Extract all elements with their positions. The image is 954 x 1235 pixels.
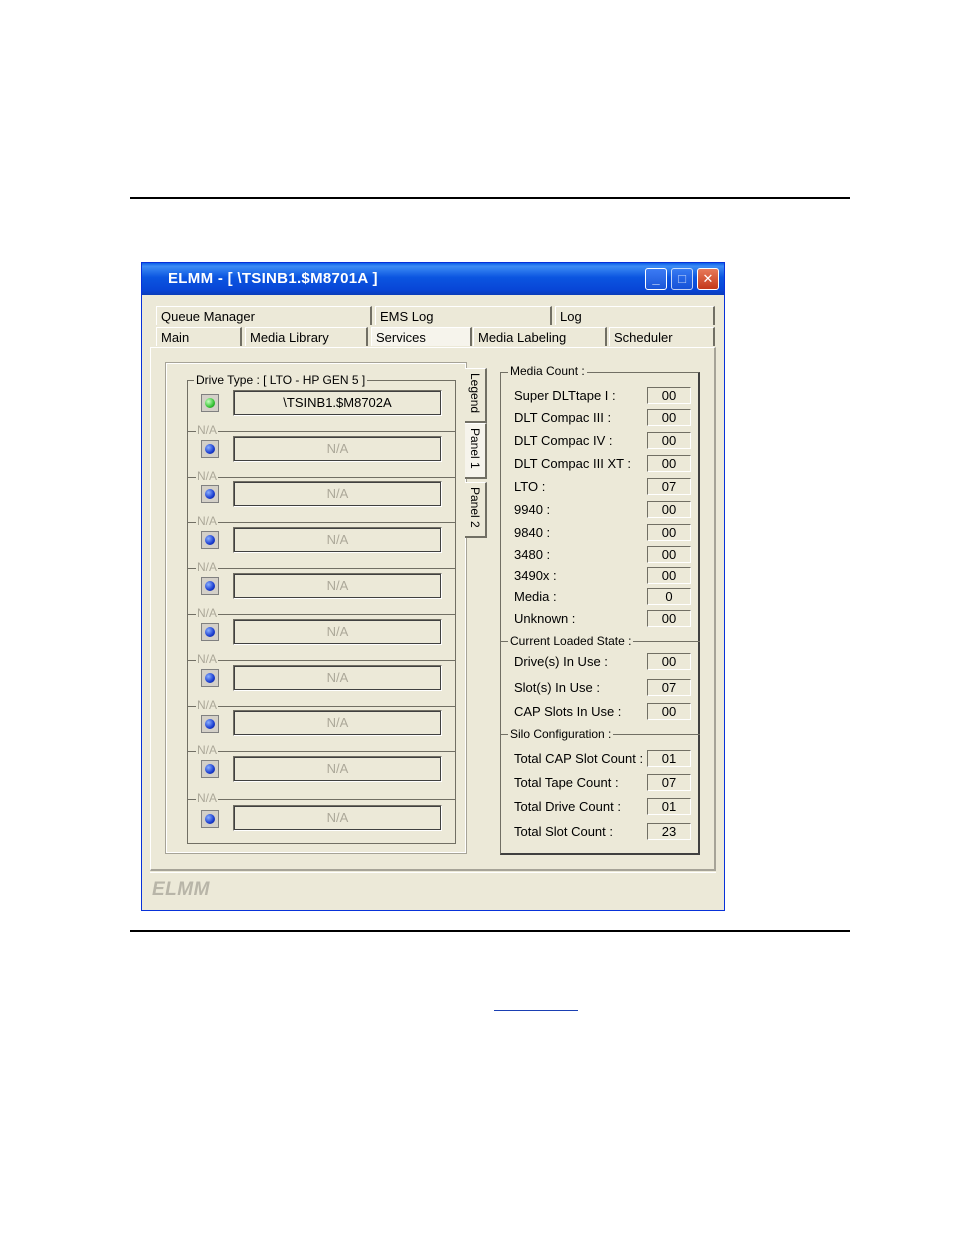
loaded-state-value: 00 [647,653,691,670]
silo-config-label: Silo Configuration : [510,727,612,741]
minimize-icon[interactable]: _ [645,268,667,290]
tab-scheduler[interactable]: Scheduler [609,327,715,346]
side-tab-legend[interactable] [465,368,487,423]
media-count-label: Media Count : [510,364,585,378]
drive-separator [187,751,456,752]
silo-config-value: 01 [647,750,691,767]
media-count-value: 00 [647,567,691,584]
drive-separator [187,660,456,661]
loaded-state-item-label: Drive(s) In Use : [514,654,608,669]
top-divider [130,197,850,199]
media-count-item-label: Media : [514,589,557,604]
media-count-value: 00 [647,455,691,472]
status-bar [150,872,716,873]
media-count-value: 0 [647,588,691,605]
media-count-value: 00 [647,546,691,563]
side-tab-panel-2[interactable] [465,482,487,538]
silo-config-value: 23 [647,823,691,840]
side-tab-legend-label: Legend [468,373,482,414]
media-count-item-label: DLT Compac III XT : [514,456,632,471]
window-title: ELMM - [ \TSINB1.$M8701A ] [168,270,378,287]
drive-status-led [201,760,219,778]
tab-media-library[interactable]: Media Library [245,327,368,346]
silo-config-item-label: Total Tape Count : [514,775,619,790]
drive-status-led [201,440,219,458]
tab-queue-manager[interactable]: Queue Manager [156,306,372,325]
tab-row-lower [142,327,724,347]
drive-na-label: N/A [197,743,218,757]
drive-na-label: N/A [197,514,218,528]
media-count-value: 00 [647,387,691,404]
drive-status-led [201,531,219,549]
tab-log[interactable]: Log [555,306,715,325]
elmm-window [141,262,725,911]
drive-separator [187,706,456,707]
drive-na-label: N/A [197,469,218,483]
drive-separator [187,799,456,800]
loaded-state-label: Current Loaded State : [510,634,632,648]
maximize-icon[interactable]: □ [671,268,693,290]
media-count-item-label: 3480 : [514,547,551,562]
drive-separator [187,568,456,569]
drive-slot[interactable]: N/A [233,527,442,553]
drive-status-led [201,394,219,412]
drive-status-led [201,485,219,503]
tab-media-labeling[interactable]: Media Labeling [473,327,607,346]
tab-ems-log[interactable]: EMS Log [375,306,552,325]
drive-slot[interactable]: N/A [233,436,442,462]
title-bar[interactable] [142,263,724,295]
media-count-item-label: LTO : [514,479,546,494]
media-count-value: 00 [647,524,691,541]
drive-status-led [201,715,219,733]
drive-na-label: N/A [197,791,218,805]
drive-status-led [201,577,219,595]
tab-row-upper [142,306,724,326]
media-count-value: 00 [647,409,691,426]
elmm-status-logo: ELMM [152,879,210,900]
drive-status-led [201,810,219,828]
media-count-item-label: 9940 : [514,502,551,517]
drive-status-led [201,623,219,641]
media-count-value: 00 [647,501,691,518]
close-icon[interactable]: ✕ [697,268,719,290]
drive-slot[interactable]: N/A [233,756,442,782]
drive-separator [187,477,456,478]
drive-slot[interactable]: N/A [233,710,442,736]
drive-na-label: N/A [197,560,218,574]
drive-slot[interactable]: N/A [233,481,442,507]
media-count-item-label: DLT Compac III : [514,410,612,425]
drive-slot[interactable]: \TSINB1.$M8702A [233,390,442,416]
drive-separator [187,614,456,615]
silo-config-item-label: Total Drive Count : [514,799,621,814]
loaded-state-value: 07 [647,679,691,696]
loaded-state-item-label: Slot(s) In Use : [514,680,600,695]
side-tab-panel-1-label: Panel 1 [468,428,482,469]
media-count-value: 00 [647,610,691,627]
media-count-item-label: 9840 : [514,525,551,540]
media-count-value: 00 [647,432,691,449]
drive-separator [187,522,456,523]
silo-config-item-label: Total CAP Slot Count : [514,751,644,766]
side-tab-panel-2-label: Panel 2 [468,487,482,528]
drive-status-led [201,669,219,687]
drive-slot[interactable]: N/A [233,619,442,645]
bottom-divider [130,930,850,932]
drive-na-label: N/A [197,652,218,666]
drive-na-label: N/A [197,698,218,712]
side-tab-panel-1[interactable] [465,423,487,479]
media-count-item-label: Unknown : [514,611,576,626]
drive-slot[interactable]: N/A [233,665,442,691]
media-count-value: 07 [647,478,691,495]
drive-slot[interactable]: N/A [233,805,442,831]
drive-type-label: Drive Type : [ LTO - HP GEN 5 ] [196,373,366,387]
loaded-state-value: 00 [647,703,691,720]
tab-services[interactable]: Services [371,327,472,346]
hyperlink-underline[interactable] [494,1010,578,1011]
media-count-item-label: 3490x : [514,568,557,583]
drive-slot[interactable]: N/A [233,573,442,599]
drive-na-label: N/A [197,606,218,620]
media-count-item-label: Super DLTtape I : [514,388,616,403]
drive-separator [187,431,456,432]
silo-config-value: 01 [647,798,691,815]
silo-config-value: 07 [647,774,691,791]
silo-config-item-label: Total Slot Count : [514,824,613,839]
drive-na-label: N/A [197,423,218,437]
media-count-item-label: DLT Compac IV : [514,433,613,448]
tab-main[interactable]: Main [156,327,242,346]
loaded-state-item-label: CAP Slots In Use : [514,704,622,719]
